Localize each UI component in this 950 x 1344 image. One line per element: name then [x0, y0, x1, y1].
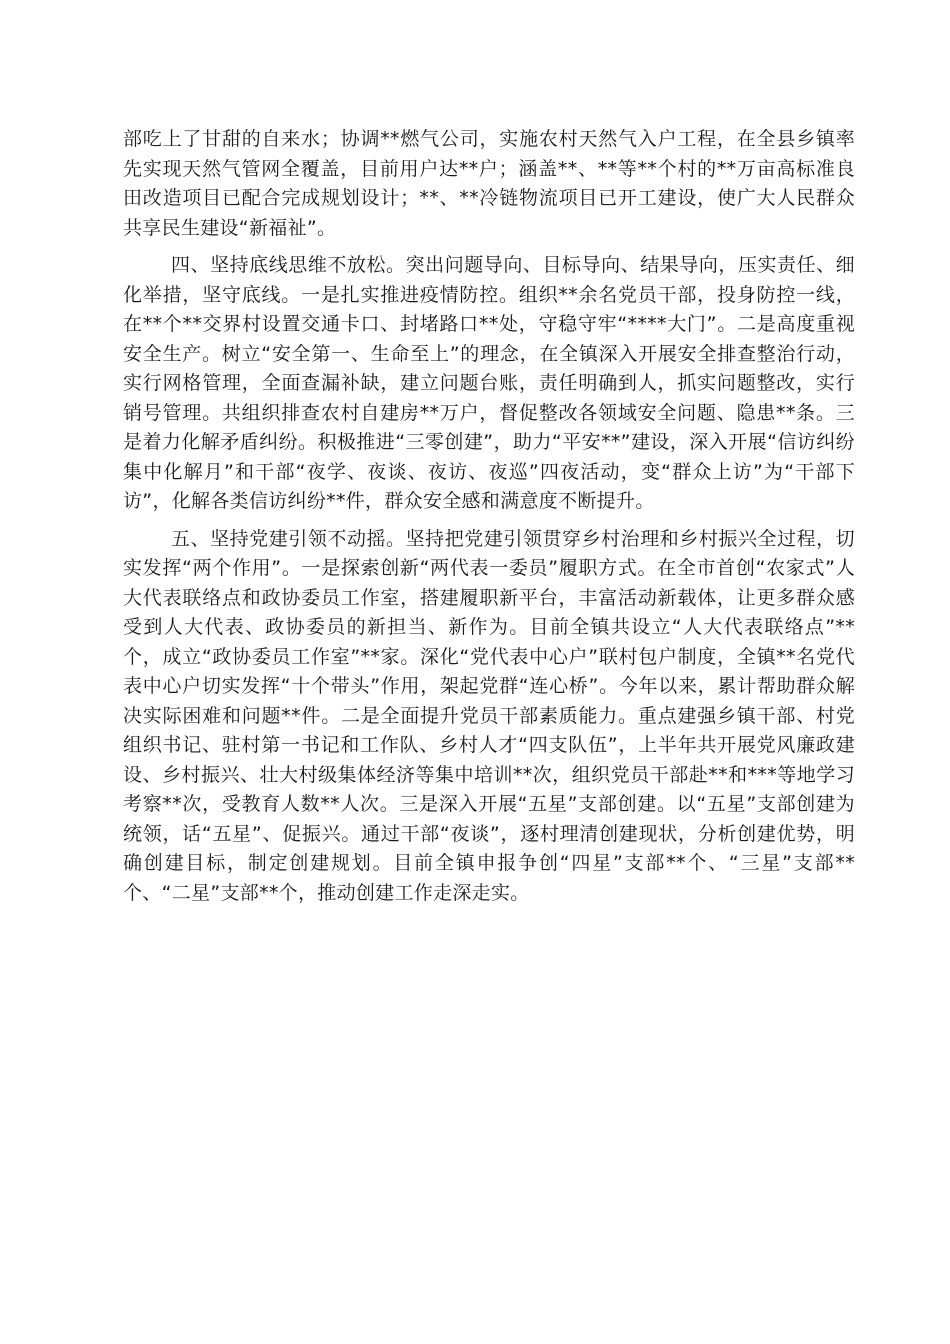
paragraph-section-five: 五、坚持党建引领不动摇。坚持把党建引领贯穿乡村治理和乡村振兴全过程，切实发挥“两个作用”。一是探索创新“两代表一委员”履职方式。在全市首创“农家式”人大代表联络点和政协委员工作室，搭建履职新平台，丰富活动新载体，让更多群众感受到人大代表、政协委员的新担当、新作为。目前全镇共设立“人大代表联络点”**个，成立“政协委员工作室”**家。深化“党代表中心户”联村包户制度，全镇**名党代表中心户切实发挥“十个带头”作用，架起党群“连心桥”。今年以来，累计帮助群众解决实际困难和问题**件。二是全面提升党员干部素质能力。重点建强乡镇干部、村党组织书记、驻村第一书记和工作队、乡村人才“四支队伍”，上半年共开展党风廉政建设、乡村振兴、壮大村级集体经济等集中培训**次，组织党员干部赴**和***等地学习考察**次，受教育人数**人次。三是深入开展“五星”支部创建。以“五星”支部创建为统领，话“五星”、促振兴。通过干部“夜谈”，逐村理清创建现状，分析创建优势，明确创建目标，制定创建规划。目前全镇申报争创“四星”支部**个、“三星”支部**个、“二星”支部**个，推动创建工作走深走实。: [123, 527, 855, 904]
paragraph-section-four: 四、坚持底线思维不放松。突出问题导向、目标导向、结果导向，压实责任、细化举措，坚守底线。一是扎实推进疫情防控。组织**余名党员干部，投身防控一线，在**个**交界村设置交通卡口、封堵路口**处，守稳守牢“****大门”。二是高度重视安全生产。树立“安全第一、生命至上”的理念，在全镇深入开展安全排查整治行动，实行网格管理，全面查漏补缺，建立问题台账，责任明确到人，抓实问题整改，实行销号管理。共组织排查农村自建房**万户，督促整改各领域安全问题、隐患**条。三是着力化解矛盾纠纷。积极推进“三零创建”，助力“平安**”建设，深入开展“信访纠纷集中化解月”和干部“夜学、夜谈、夜访、夜巡”四夜活动，变“群众上访”为“干部下访”，化解各类信访纠纷**件，群众安全感和满意度不断提升。: [123, 254, 855, 512]
document-page: [123, 125, 855, 916]
paragraph-continuation: 部吃上了甘甜的自来水；协调**燃气公司，实施农村天然气入户工程，在全县乡镇率先实现天然气管网全覆盖，目前用户达**户；涵盖**、**等**个村的**万亩高标准良田改造项目已配合完成规划设计；**、**冷链物流项目已开工建设，使广大人民群众共享民生建设“新福祉”。: [123, 128, 855, 239]
